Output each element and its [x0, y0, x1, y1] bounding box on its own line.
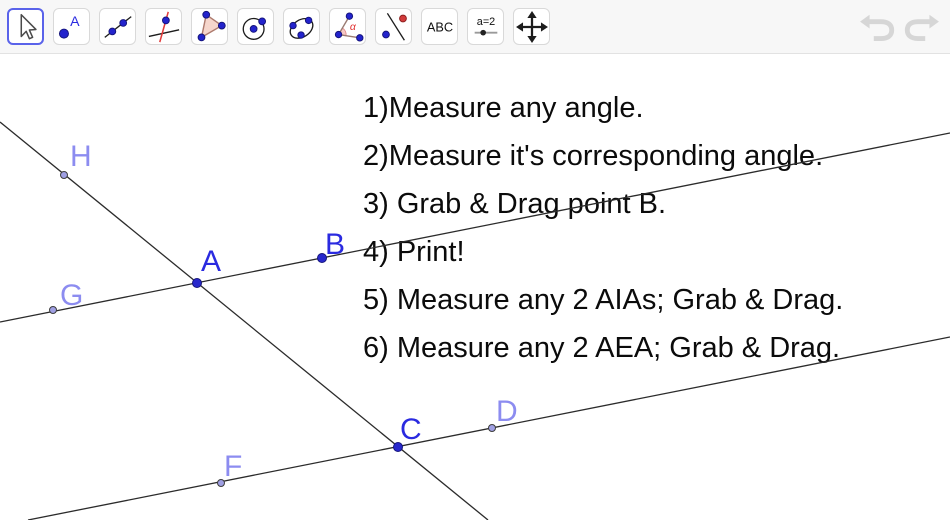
tool-perpendicular-line-button[interactable] — [145, 8, 182, 45]
tool-line-button[interactable] — [99, 8, 136, 45]
redo-arrow-icon — [902, 12, 940, 44]
point-label-D: D — [496, 395, 518, 428]
tool-buttons — [7, 8, 550, 45]
polygon-triangle-icon — [193, 10, 227, 44]
abc-label: ABC — [426, 19, 453, 35]
tool-circle-button[interactable] — [237, 8, 274, 45]
text-icon — [423, 10, 457, 44]
tool-slider-button[interactable] — [467, 8, 504, 45]
perpendicular-line-icon — [147, 10, 181, 44]
tool-text-button[interactable] — [421, 8, 458, 45]
point-H[interactable] — [60, 171, 68, 179]
tool-polygon-button[interactable] — [191, 8, 228, 45]
redo-button[interactable] — [902, 12, 940, 44]
instruction-line: 2)Measure it's corresponding angle. — [363, 140, 824, 172]
graphics-view[interactable] — [0, 54, 950, 520]
undo-button[interactable] — [859, 12, 897, 44]
point-label-C: C — [400, 413, 422, 446]
toolbar — [0, 0, 950, 54]
point-label-G: G — [60, 279, 84, 312]
point-G[interactable] — [49, 306, 57, 314]
line-through-points-icon — [101, 10, 135, 44]
point-label-B: B — [325, 228, 346, 261]
angle-alpha-label: α — [349, 21, 356, 33]
instruction-line: 3) Grab & Drag point B. — [363, 188, 667, 220]
tool-angle-button[interactable] — [329, 8, 366, 45]
instructions-text — [363, 84, 843, 372]
cursor-arrow-icon — [9, 10, 43, 44]
tool-ellipse-button[interactable] — [283, 8, 320, 45]
point-label-H: H — [70, 140, 92, 173]
point-D[interactable] — [488, 424, 496, 432]
point-tool-label: A — [69, 13, 80, 30]
undo-arrow-icon — [859, 12, 897, 44]
point-label-A: A — [201, 245, 222, 278]
instruction-line: 1)Measure any angle. — [363, 92, 644, 124]
instruction-line: 5) Measure any 2 AIAs; Grab & Drag. — [363, 284, 844, 316]
tool-move-button[interactable] — [7, 8, 44, 45]
tool-reflect-button[interactable] — [375, 8, 412, 45]
instruction-line: 6) Measure any 2 AEA; Grab & Drag. — [363, 332, 841, 364]
move-canvas-arrows-icon — [515, 10, 549, 44]
point-with-label-icon — [55, 10, 89, 44]
point-label-F: F — [224, 450, 243, 483]
tool-move-graphics-button[interactable] — [513, 8, 550, 45]
slider-label: a=2 — [476, 15, 495, 28]
slider-icon — [469, 10, 503, 44]
circle-center-point-icon — [239, 10, 273, 44]
reflect-about-line-icon — [377, 10, 411, 44]
history-controls — [859, 12, 940, 44]
tool-point-button[interactable] — [53, 8, 90, 45]
ellipse-points-icon — [285, 10, 319, 44]
point-A[interactable] — [192, 278, 202, 288]
angle-arc-icon — [331, 10, 365, 44]
instruction-line: 4) Print! — [363, 236, 465, 268]
